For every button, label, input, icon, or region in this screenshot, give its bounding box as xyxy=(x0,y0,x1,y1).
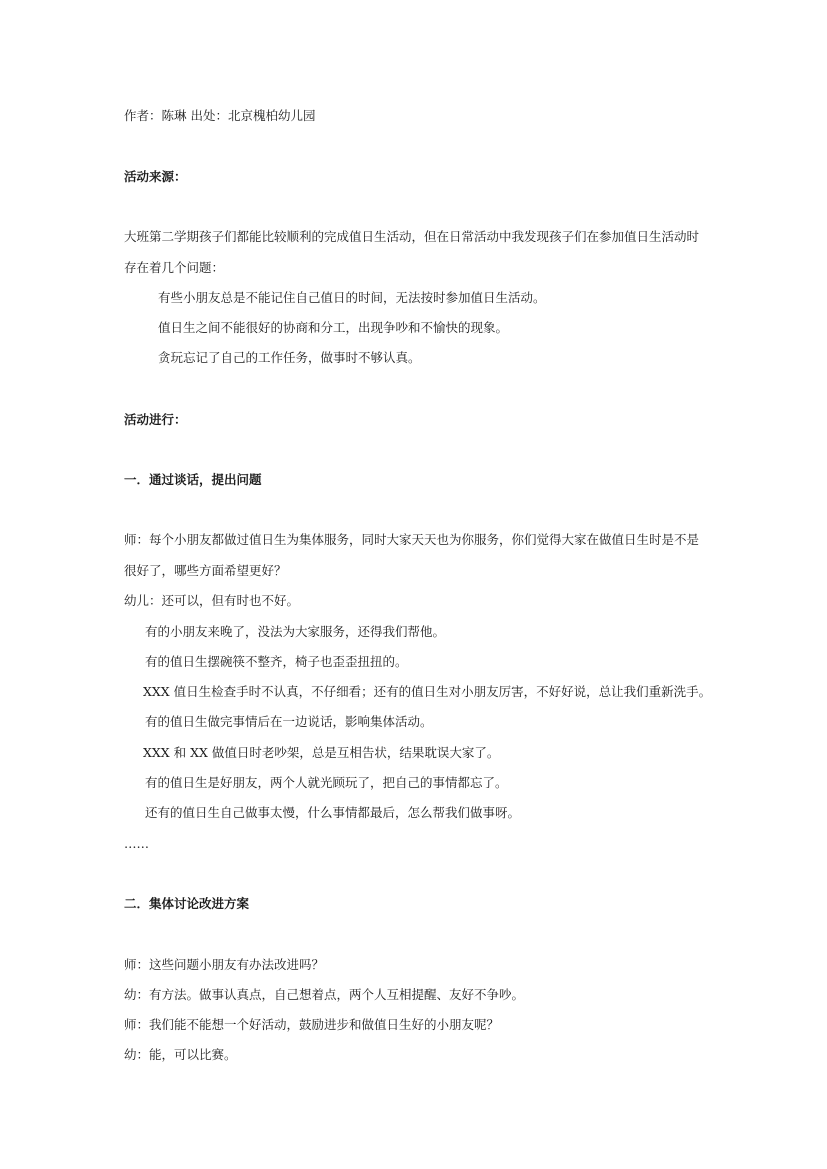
section-1-heading: 一．通过谈话，提出问题 xyxy=(124,472,262,487)
ellipsis: …… xyxy=(124,836,149,851)
dialogue-line: 师：我们能不能想一个好活动，鼓励进步和做值日生好的小朋友呢？ xyxy=(124,1017,500,1032)
author-line: 作者：陈琳 出处：北京槐柏幼儿园 xyxy=(124,108,316,123)
teacher-question-line-1: 师：每个小朋友都做过值日生为集体服务，同时大家天天也为你服务，你们觉得大家在做值日生时是不是 xyxy=(124,532,700,547)
child-answer: 幼儿：还可以，但有时也不好。 xyxy=(124,593,300,608)
intro-paragraph-line-2: 存在着几个问题： xyxy=(124,260,225,275)
section-2-heading: 二．集体讨论改进方案 xyxy=(124,896,250,911)
child-comment: 有的小朋友来晚了，没法为大家服务，还得我们帮他。 xyxy=(145,624,446,639)
child-comment: XXX 值日生检查手时不认真，不仔细看；还有的值日生对小朋友厉害，不好好说，总让我们重新洗手。 xyxy=(143,684,712,699)
child-comment: 还有的值日生自己做事太慢，什么事情都最后，怎么帮我们做事呀。 xyxy=(145,805,521,820)
dialogue-line: 师：这些问题小朋友有办法改进吗？ xyxy=(124,957,325,972)
intro-paragraph-line-1: 大班第二学期孩子们都能比较顺利的完成值日生活动，但在日常活动中我发现孩子们在参加值日生活动时 xyxy=(124,229,700,244)
dialogue-line: 幼：有方法。做事认真点，自己想着点，两个人互相提醒、友好不争吵。 xyxy=(124,987,525,1002)
problem-item: 贪玩忘记了自己的工作任务，做事时不够认真。 xyxy=(158,350,421,365)
problem-item: 值日生之间不能很好的协商和分工，出现争吵和不愉快的现象。 xyxy=(158,320,509,335)
child-comment: 有的值日生做完事情后在一边说话，影响集体活动。 xyxy=(145,714,433,729)
problem-item: 有些小朋友总是不能记住自己值日的时间，无法按时参加值日生活动。 xyxy=(158,290,546,305)
child-comment: 有的值日生是好朋友，两个人就光顾玩了，把自己的事情都忘了。 xyxy=(145,775,508,790)
source-heading: 活动来源： xyxy=(124,169,187,184)
teacher-question-line-2: 很好了，哪些方面希望更好？ xyxy=(124,563,287,578)
process-heading: 活动进行： xyxy=(124,412,187,427)
dialogue-line: 幼：能，可以比赛。 xyxy=(124,1047,237,1062)
child-comment: 有的值日生摆碗筷不整齐，椅子也歪歪扭扭的。 xyxy=(145,654,408,669)
child-comment: XXX 和 XX 做值日时老吵架，总是互相告状，结果耽误大家了。 xyxy=(143,745,500,760)
